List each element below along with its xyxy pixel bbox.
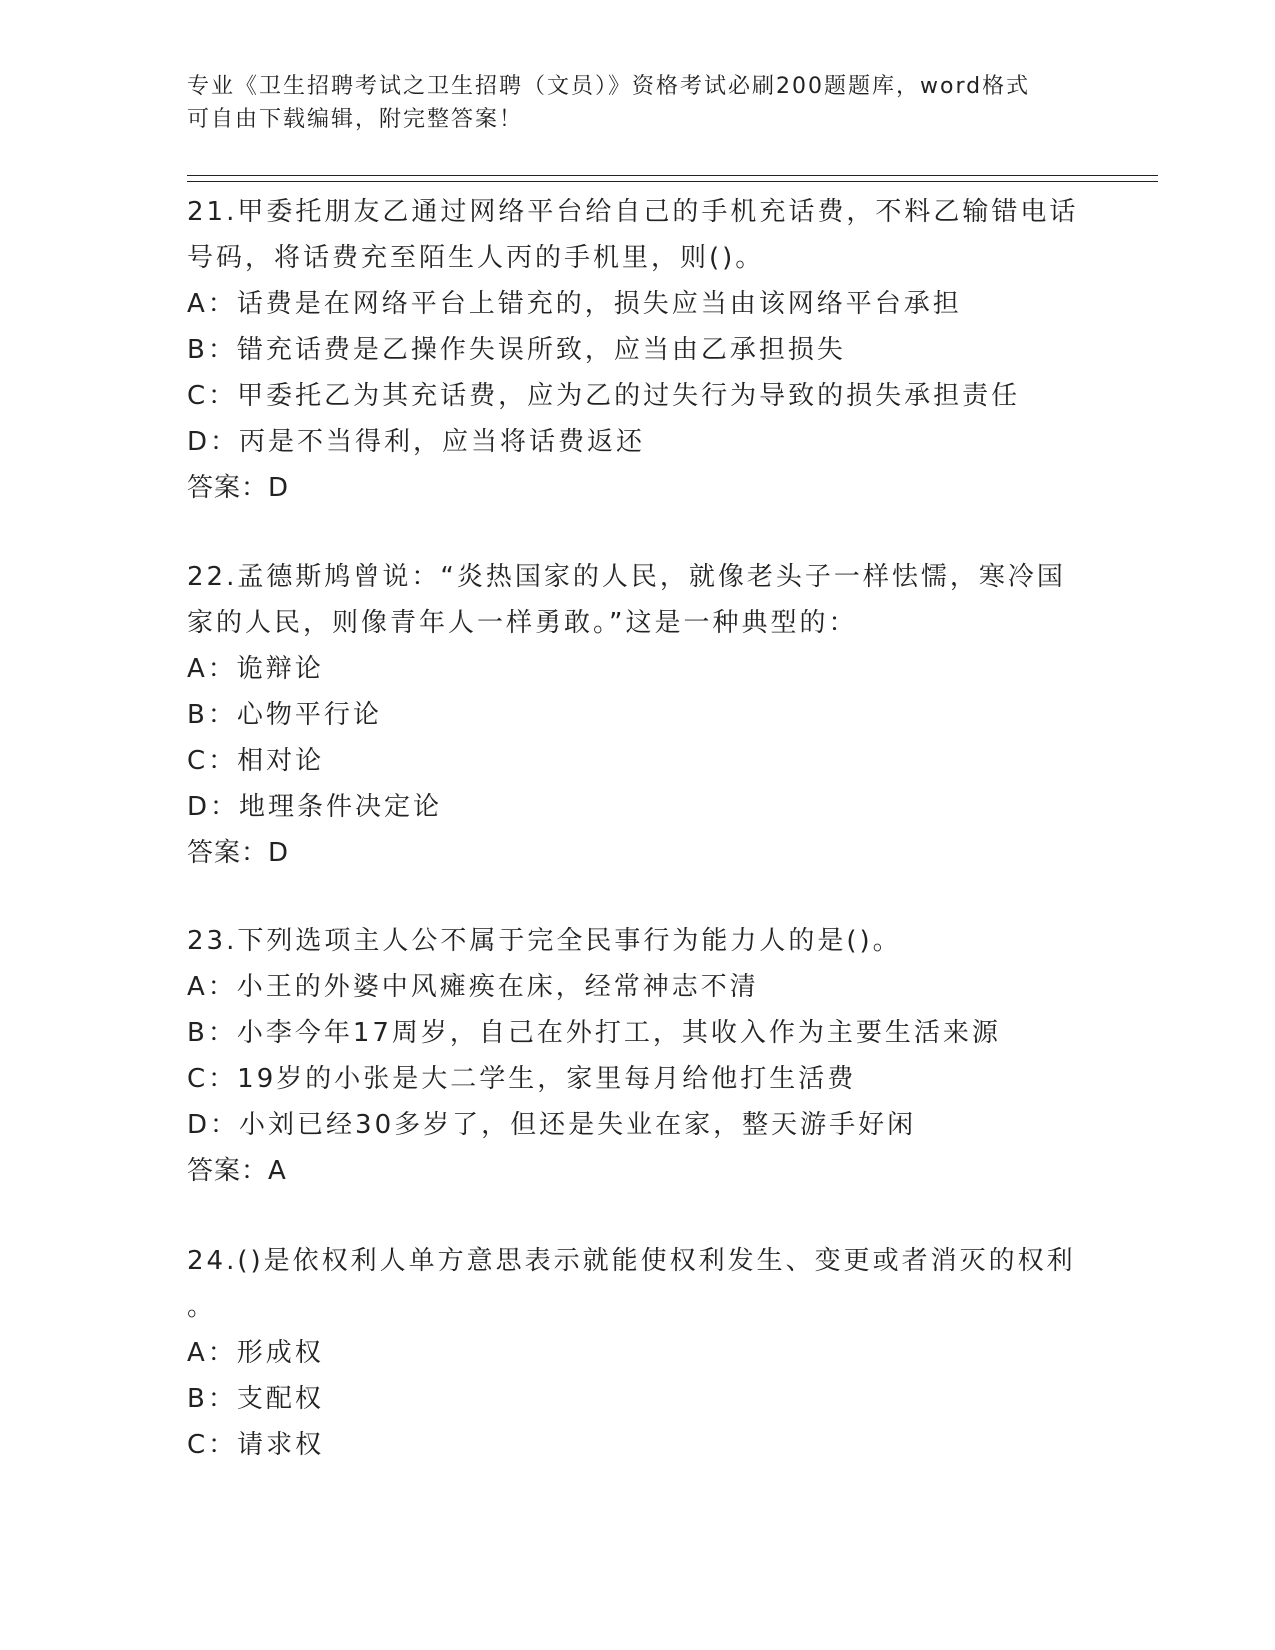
option-a: A：话费是在网络平台上错充的，损失应当由该网络平台承担: [187, 289, 962, 319]
question-stem-line: 家的人民，则像青年人一样勇敢。”这是一种典型的：: [187, 608, 858, 638]
header-divider-bottom: [187, 181, 1158, 182]
question-stem-line: 号码，将话费充至陌生人丙的手机里，则()。: [187, 243, 765, 273]
question-stem-line: 22.孟德斯鸠曾说：“炎热国家的人民，就像老头子一样怯懦，寒冷国: [187, 562, 1066, 592]
option-c: C：相对论: [187, 746, 325, 776]
option-d: D：丙是不当得利，应当将话费返还: [187, 427, 646, 457]
option-a: A：形成权: [187, 1338, 324, 1368]
header-line-2: 可自由下载编辑，附完整答案！: [187, 107, 524, 132]
header-line-1: 专业《卫生招聘考试之卫生招聘（文员）》资格考试必刷200题题库，word格式: [187, 74, 1031, 99]
header-divider-top: [187, 175, 1158, 176]
question-22: [187, 554, 1087, 876]
option-b: B：心物平行论: [187, 700, 382, 730]
question-23: [187, 918, 1087, 1194]
question-stem-line: 23.下列选项主人公不属于完全民事行为能力人的是()。: [187, 926, 902, 956]
question-24: [187, 1238, 1087, 1468]
question-stem-line: 24.()是依权利人单方意思表示就能使权利发生、变更或者消灭的权利: [187, 1246, 1076, 1276]
option-c: C：请求权: [187, 1430, 325, 1460]
option-a: A：小王的外婆中风瘫痪在床，经常神志不清: [187, 972, 759, 1002]
option-d: D：小刘已经30多岁了，但还是失业在家，整天游手好闲: [187, 1110, 917, 1140]
answer-line: 答案：A: [187, 1156, 287, 1186]
question-stem-line: 。: [187, 1292, 217, 1322]
question-21: [187, 189, 1087, 511]
option-b: B：小李今年17周岁，自己在外打工，其收入作为主要生活来源: [187, 1018, 1001, 1048]
question-stem-line: 21.甲委托朋友乙通过网络平台给自己的手机充话费，不料乙输错电话: [187, 197, 1079, 227]
option-b: B：错充话费是乙操作失误所致，应当由乙承担损失: [187, 335, 846, 365]
option-d: D：地理条件决定论: [187, 792, 443, 822]
document-header: [187, 70, 1087, 136]
answer-line: 答案：D: [187, 838, 290, 868]
option-c: C：19岁的小张是大二学生，家里每月给他打生活费: [187, 1064, 857, 1094]
answer-line: 答案：D: [187, 473, 290, 503]
option-c: C：甲委托乙为其充话费，应为乙的过失行为导致的损失承担责任: [187, 381, 1021, 411]
option-b: B：支配权: [187, 1384, 324, 1414]
option-a: A：诡辩论: [187, 654, 324, 684]
